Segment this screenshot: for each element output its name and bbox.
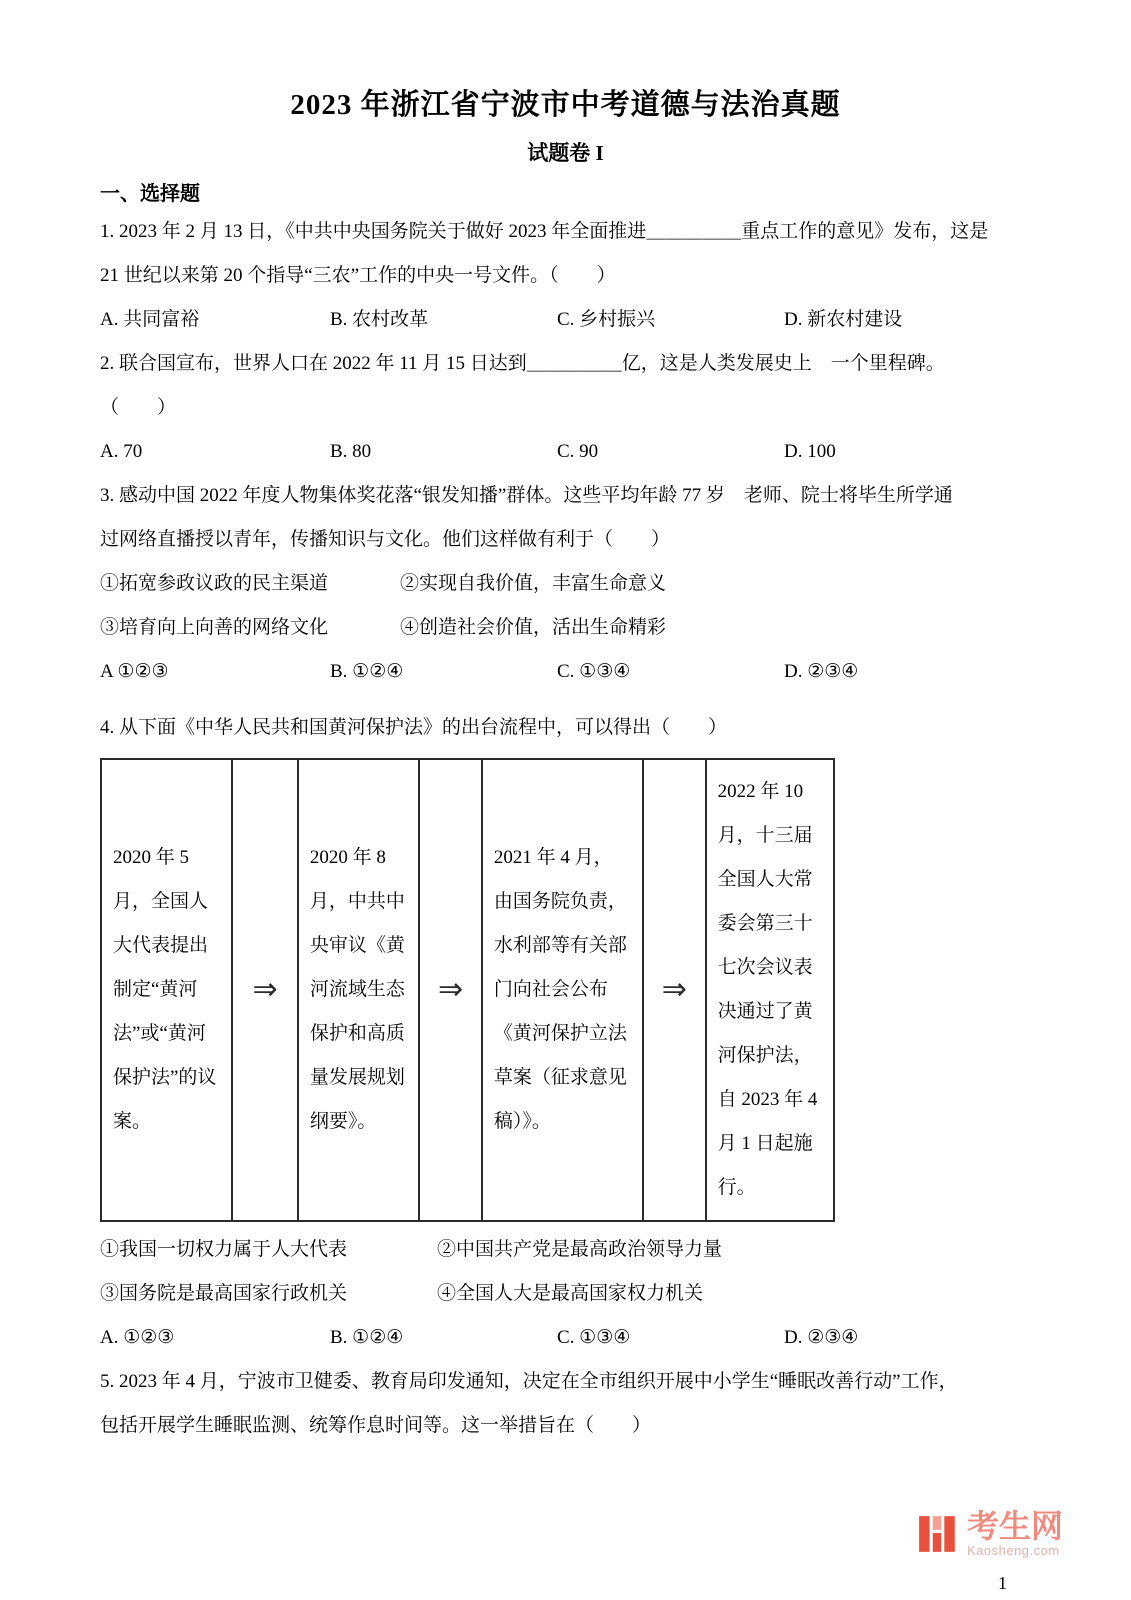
question-1-option-c: C. 乡村振兴 [557, 309, 656, 330]
question-1-option-d: D. 新农村建设 [784, 309, 903, 330]
question-5-stem-line-1: 5. 2023 年 4 月，宁波市卫健委、教育局印发通知，决定在全市组织开展中小学生“睡眠改善行动”工作， [100, 1371, 958, 1392]
question-3-option-d: D. ②③④ [784, 661, 859, 682]
question-3-stem-line-1: 3. 感动中国 2022 年度人物集体奖花落“银发知播”群体。这些平均年龄 77 岁 老师、院士将毕生所学通 [100, 485, 953, 506]
right-arrow-icon: ⇒ [233, 760, 299, 1220]
question-2-options [100, 430, 1031, 474]
question-3-statement-2: ②实现自我价值，丰富生命意义 [400, 573, 667, 594]
question-4-flowchart [100, 758, 835, 1222]
question-2-stem-line-2: （ ） [100, 397, 177, 418]
question-4-option-c: C. ①③④ [557, 1327, 631, 1348]
question-4-statement-1: ①我国一切权力属于人大代表 [100, 1239, 348, 1260]
paper-subtitle: 试题卷 I [527, 141, 604, 165]
question-4-statement-3: ③国务院是最高国家行政机关 [100, 1283, 348, 1304]
watermark-site-domain: Kaosheng.com [966, 1543, 1060, 1558]
question-3-statement-1: ①拓宽参政议政的民主渠道 [100, 573, 329, 594]
question-5-stem-line-2: 包括开展学生睡眠监测、统筹作息时间等。这一举措旨在（ ） [100, 1415, 652, 1436]
question-1-stem-line-2: 21 世纪以来第 20 个指导“三农”工作的中央一号文件。（ ） [100, 265, 616, 286]
flow-step-3: 2021 年 4 月，由国务院负责，水利部等有关部门向社会公布《黄河保护立法草案（征求意见稿）》。 [483, 760, 644, 1220]
question-3-statements-row-1 [100, 562, 1031, 606]
kaosheng-logo-icon [917, 1513, 959, 1555]
question-1-option-b: B. 农村改革 [330, 309, 429, 330]
watermark-site-name: 考生网 [966, 1508, 1063, 1544]
question-3-options [100, 650, 1031, 694]
flow-step-1: 2020 年 5 月，全国人大代表提出制定“黄河法”或“黄河保护法”的议案。 [102, 760, 233, 1220]
watermark-text-block [967, 1509, 1063, 1558]
document-title: 2023 年浙江省宁波市中考道德与法治真题 [290, 89, 841, 121]
right-arrow-icon: ⇒ [644, 760, 707, 1220]
question-3-statements-row-2 [100, 606, 1031, 650]
question-2-stem-line-1: 2. 联合国宣布，世界人口在 2022 年 11 月 15 日达到＿＿＿＿＿亿，这是人类发展史上 一个里程碑。 [100, 353, 945, 374]
question-1-option-a: A. 共同富裕 [100, 309, 200, 330]
question-4-statements-row-1 [100, 1228, 1031, 1272]
question-3-option-c: C. ①③④ [557, 661, 631, 682]
section-heading: 一、选择题 [100, 183, 200, 205]
question-2-option-c: C. 90 [557, 441, 599, 462]
question-3-option-a: A ①②③ [100, 661, 169, 682]
question-4-option-d: D. ②③④ [784, 1327, 859, 1348]
question-4-statement-2: ②中国共产党是最高政治领导力量 [437, 1239, 723, 1260]
kaosheng-watermark [917, 1509, 1063, 1558]
question-1-stem-line-1: 1. 2023 年 2 月 13 日，《中共中央国务院关于做好 2023 年全面推进＿＿＿＿＿重点工作的意见》发布，这是 [100, 221, 989, 242]
question-4-options [100, 1316, 1031, 1360]
flow-step-2: 2020 年 8 月，中共中央审议《黄河流域生态保护和高质量发展规划纲要》。 [299, 760, 420, 1220]
question-4-option-a: A. ①②③ [100, 1327, 175, 1348]
question-1-options [100, 298, 1031, 342]
question-2-option-d: D. 100 [784, 441, 836, 462]
question-3-statement-4: ④创造社会价值，活出生命精彩 [400, 617, 667, 638]
page-number: 1 [998, 1573, 1007, 1593]
question-4-statements-row-2 [100, 1272, 1031, 1316]
question-2-option-a: A. 70 [100, 441, 143, 462]
question-3-statement-3: ③培育向上向善的网络文化 [100, 617, 329, 638]
question-4-option-b: B. ①②④ [330, 1327, 404, 1348]
question-4-statement-4: ④全国人大是最高国家权力机关 [437, 1283, 704, 1304]
question-4-stem: 4. 从下面《中华人民共和国黄河保护法》的出台流程中，可以得出（ ） [100, 717, 728, 738]
question-3-stem-line-2: 过网络直播授以青年，传播知识与文化。他们这样做有利于（ ） [100, 529, 671, 550]
right-arrow-icon: ⇒ [420, 760, 483, 1220]
question-2-option-b: B. 80 [330, 441, 372, 462]
question-3-option-b: B. ①②④ [330, 661, 404, 682]
flow-step-4: 2022 年 10 月，十三届全国人大常委会第三十七次会议表决通过了黄河保护法，自 2023 年 4 月 1 日起施行。 [717, 781, 818, 1198]
